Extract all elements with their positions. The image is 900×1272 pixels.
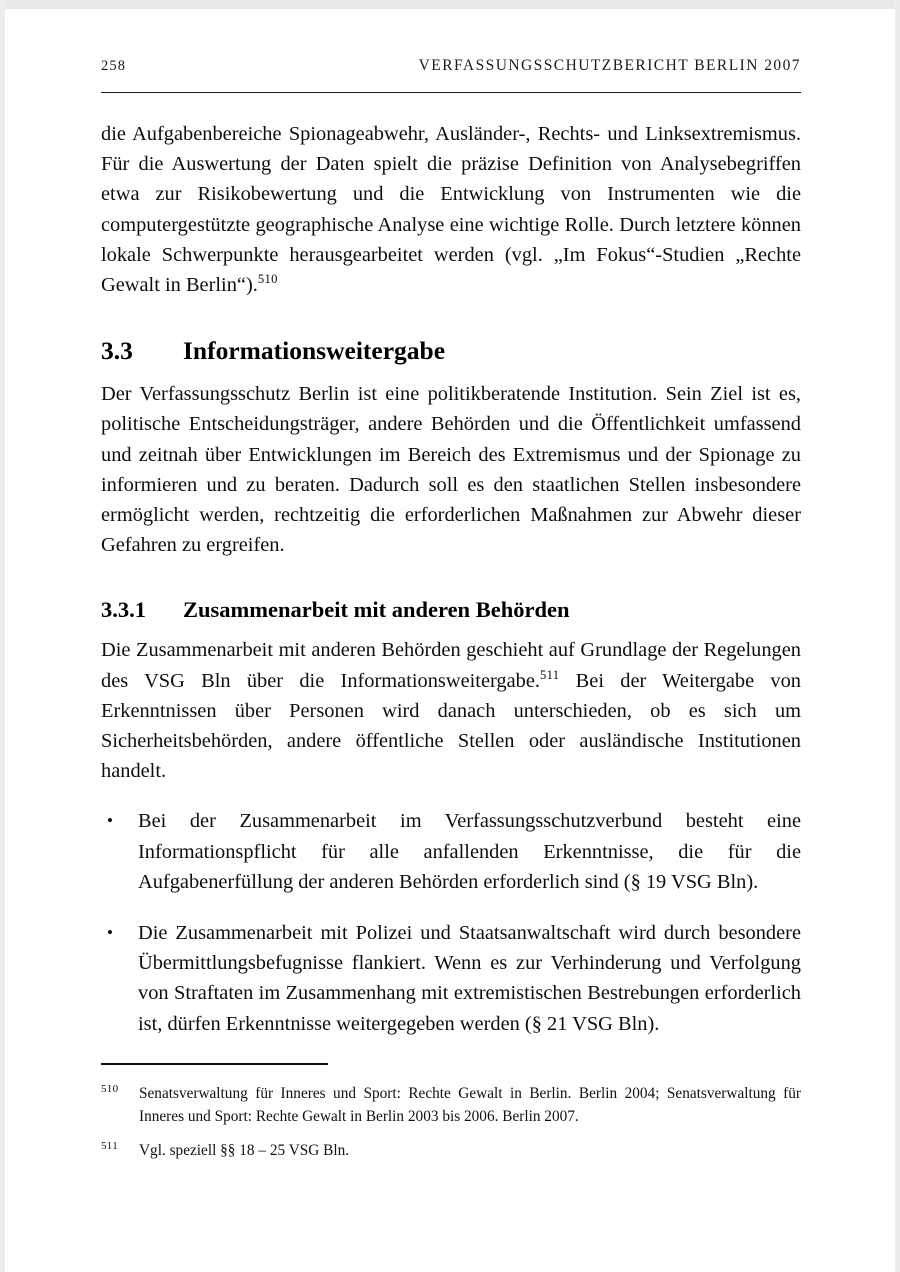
paragraph-3-3-1-text-a: Die Zusammenarbeit mit anderen Behörden geschieht auf Grundlage der Regelungen des VSG Bln über die Informationsweitergabe. <box>101 639 801 692</box>
footnote-511-number: 511 <box>101 1140 118 1152</box>
heading-3-3-1-title: Zusammenarbeit mit anderen Behörden <box>183 597 570 623</box>
footnote-ref-511[interactable]: 511 <box>540 667 560 682</box>
list-item-text: Bei der Zusammenarbeit im Verfassungsschutzverbund besteht eine Informationspflicht für alle anfallenden Erkenntnisse, die für die Aufgabenerfüllung der anderen Behörden erforderlich sind (§ 19 VSG Bln). <box>138 810 801 893</box>
paragraph-3-3: Der Verfassungsschutz Berlin ist eine politikberatende Institution. Sein Ziel ist es, politische Entscheidungsträger, andere Behörden und die Öffentlichkeit umfassend und zeitnah über Entwicklungen im Bereich des Extremismus und der Spionage zu informieren und zu beraten. Dadurch soll es den staatlichen Stellen insbesondere ermöglicht werden, rechtzeitig die erforderlichen Maßnahmen zur Abwehr dieser Gefahren zu ergreifen. <box>101 383 801 557</box>
bullet-icon: • <box>107 811 113 831</box>
footnote-ref-510[interactable]: 510 <box>257 272 278 287</box>
list-item <box>101 806 801 897</box>
paragraph-continuation <box>101 119 801 300</box>
scan-edge-left <box>0 0 5 1272</box>
heading-3-3-title: Informationsweitergabe <box>183 336 446 366</box>
footnote-511 <box>101 1139 801 1162</box>
heading-3-3-1-number: 3.3.1 <box>101 597 146 623</box>
paragraph-3-3-1-text-b: Bei der Weitergabe von Erkenntnissen über Personen wird danach unterschieden, ob es sich um Sicherheitsbehörden, andere öffentliche Stellen oder ausländische Institutionen handelt. <box>101 669 801 783</box>
heading-3-3-number: 3.3 <box>101 336 133 366</box>
heading-3-3 <box>101 336 801 366</box>
list-item <box>101 918 801 1039</box>
footnote-area <box>101 1063 801 1173</box>
paragraph-continuation-text: die Aufgabenbereiche Spionageabwehr, Ausländer-, Rechts- und Linksextremismus. Für die Auswertung der Daten spielt die präzise Definition von Analysebegriffen etwa zur Risikobewertung und die Entwicklung von Instrumenten wie die computergestützte geographische Analyse eine wichtige Rolle. Durch letztere können lokale Schwerpunkte herausgearbeitet werden (vgl. „Im Fokus“-Studien „Rechte Gewalt in Berlin“). <box>101 123 801 297</box>
bullet-list <box>101 806 801 1038</box>
footnote-510 <box>101 1082 801 1128</box>
page-number: 258 <box>101 58 127 74</box>
list-item-text: Die Zusammenarbeit mit Polizei und Staatsanwaltschaft wird durch besondere Übermittlungsbefugnisse flankiert. Wenn es zur Verhinderung und Verfolgung von Straftaten im Zusammenhang mit extremistischen Bestrebungen erforderlich ist, dürfen Erkenntnisse weitergegeben werden (§ 21 VSG Bln). <box>138 922 801 1035</box>
footnote-511-text: Vgl. speziell §§ 18 – 25 VSG Bln. <box>139 1142 350 1159</box>
paragraph-3-3-1 <box>101 635 801 786</box>
running-head <box>101 0 801 93</box>
footnote-separator-rule <box>101 1063 328 1065</box>
running-head-title: VERFASSUNGSSCHUTZBERICHT BERLIN 2007 <box>418 57 801 74</box>
heading-3-3-1 <box>101 596 801 624</box>
scan-edge-right <box>895 0 900 1272</box>
footnote-510-text: Senatsverwaltung für Inneres und Sport: Rechte Gewalt in Berlin. Berlin 2004; Senatsverwaltung für Inneres und Sport: Rechte Gewalt in Berlin 2003 bis 2006. Berlin 2007. <box>139 1085 801 1125</box>
page-content <box>101 0 801 1060</box>
bullet-icon: • <box>107 923 113 943</box>
footnote-510-number: 510 <box>101 1083 119 1095</box>
